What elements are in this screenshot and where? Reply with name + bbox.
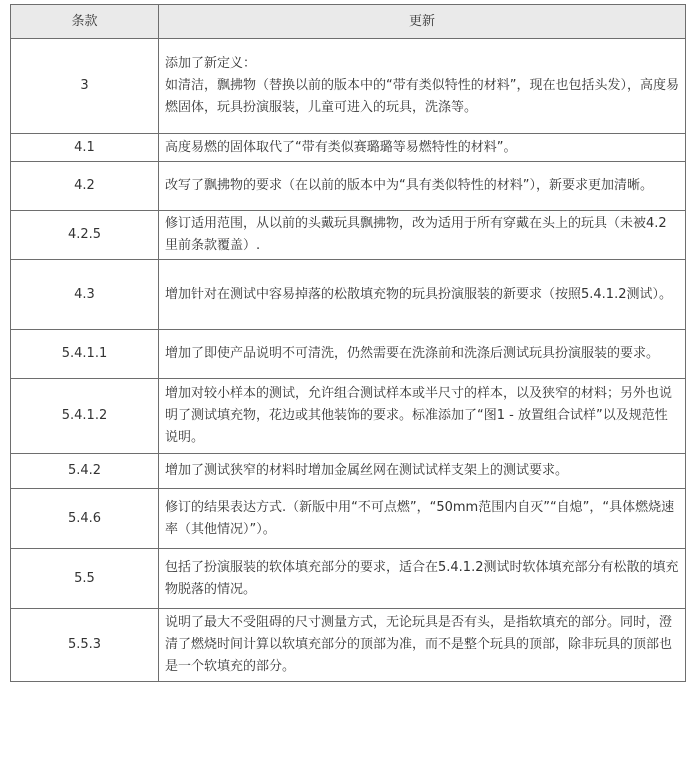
clause-cell: 4.3 <box>11 260 159 330</box>
clause-cell: 3 <box>11 39 159 134</box>
update-cell <box>159 134 686 162</box>
table-row <box>11 454 686 489</box>
header-update: 更新 <box>159 5 686 39</box>
table-row <box>11 609 686 682</box>
changes-table <box>10 4 686 682</box>
clause-cell: 5.4.2 <box>11 454 159 489</box>
table-row <box>11 330 686 379</box>
header-row <box>11 5 686 39</box>
clause-cell: 4.2.5 <box>11 211 159 260</box>
table-row <box>11 549 686 609</box>
clause-cell: 5.4.1.1 <box>11 330 159 379</box>
update-text: 添加了新定义： <box>165 56 257 71</box>
update-cell <box>159 39 686 134</box>
clause-cell: 5.4.6 <box>11 489 159 549</box>
clause-cell: 4.1 <box>11 134 159 162</box>
update-text: 增加了即使产品说明不可清洗，仍然需要在洗涤前和洗涤后测试玩具扮演服装的要求。 <box>165 346 660 361</box>
table-row <box>11 134 686 162</box>
update-text: 修订适用范围，从以前的头戴玩具飘拂物，改为适用于所有穿戴在头上的玩具（未被4.2里前条款覆盖）. <box>165 216 667 253</box>
update-cell <box>159 330 686 379</box>
clause-cell: 5.4.1.2 <box>11 379 159 454</box>
table-row <box>11 162 686 211</box>
clause-cell: 5.5.3 <box>11 609 159 682</box>
update-cell <box>159 549 686 609</box>
table-row <box>11 260 686 330</box>
update-text: 修订的结果表达方式.（新版中用“不可点燃”，“50mm范围内自灭”“自熄”，“具体燃烧速率（其他情况）”）。 <box>165 499 675 537</box>
update-cell <box>159 379 686 454</box>
update-cell <box>159 454 686 489</box>
update-cell <box>159 609 686 682</box>
clause-cell: 4.2 <box>11 162 159 211</box>
table-row <box>11 379 686 454</box>
update-cell <box>159 260 686 330</box>
update-cell <box>159 211 686 260</box>
table-body <box>11 39 686 682</box>
update-text: 如清洁，飘拂物（替换以前的版本中的“带有类似特性的材料”，现在也包括头发），高度易燃固体，玩具扮演服装，儿童可进入的玩具，洗涤等。 <box>165 78 679 115</box>
update-text: 增加对较小样本的测试，允许组合测试样本或半尺寸的样本，以及狭窄的材料；另外也说明了测试填充物，花边或其他装饰的要求。标准添加了“图1 - 放置组合试样”以及规范性说明。 <box>165 386 673 445</box>
update-cell <box>159 162 686 211</box>
table-row <box>11 489 686 549</box>
update-text: 增加了测试狭窄的材料时增加金属丝网在测试试样支架上的测试要求。 <box>165 463 569 478</box>
update-text: 包括了扮演服装的软体填充部分的要求，适合在5.4.1.2测试时软体填充部分有松散的填充物脱落的情况。 <box>165 559 679 597</box>
table-row <box>11 39 686 134</box>
update-text: 高度易燃的固体取代了“带有类似赛璐璐等易燃特性的材料”。 <box>165 139 517 155</box>
update-text: 增加针对在测试中容易掉落的松散填充物的玩具扮演服装的新要求（按照5.4.1.2测试）。 <box>165 286 672 302</box>
update-text: 说明了最大不受阻碍的尺寸测量方式，无论玩具是否有头，是指软填充的部分。同时，澄清了燃烧时间计算以软填充部分的顶部为准，而不是整个玩具的顶部，除非玩具的顶部也是一个软填充的部分。 <box>165 615 673 674</box>
clause-cell: 5.5 <box>11 549 159 609</box>
update-text: 改写了飘拂物的要求（在以前的版本中为“具有类似特性的材料”），新要求更加清晰。 <box>165 178 653 193</box>
update-cell <box>159 489 686 549</box>
table-row <box>11 211 686 260</box>
header-clause: 条款 <box>11 5 159 39</box>
